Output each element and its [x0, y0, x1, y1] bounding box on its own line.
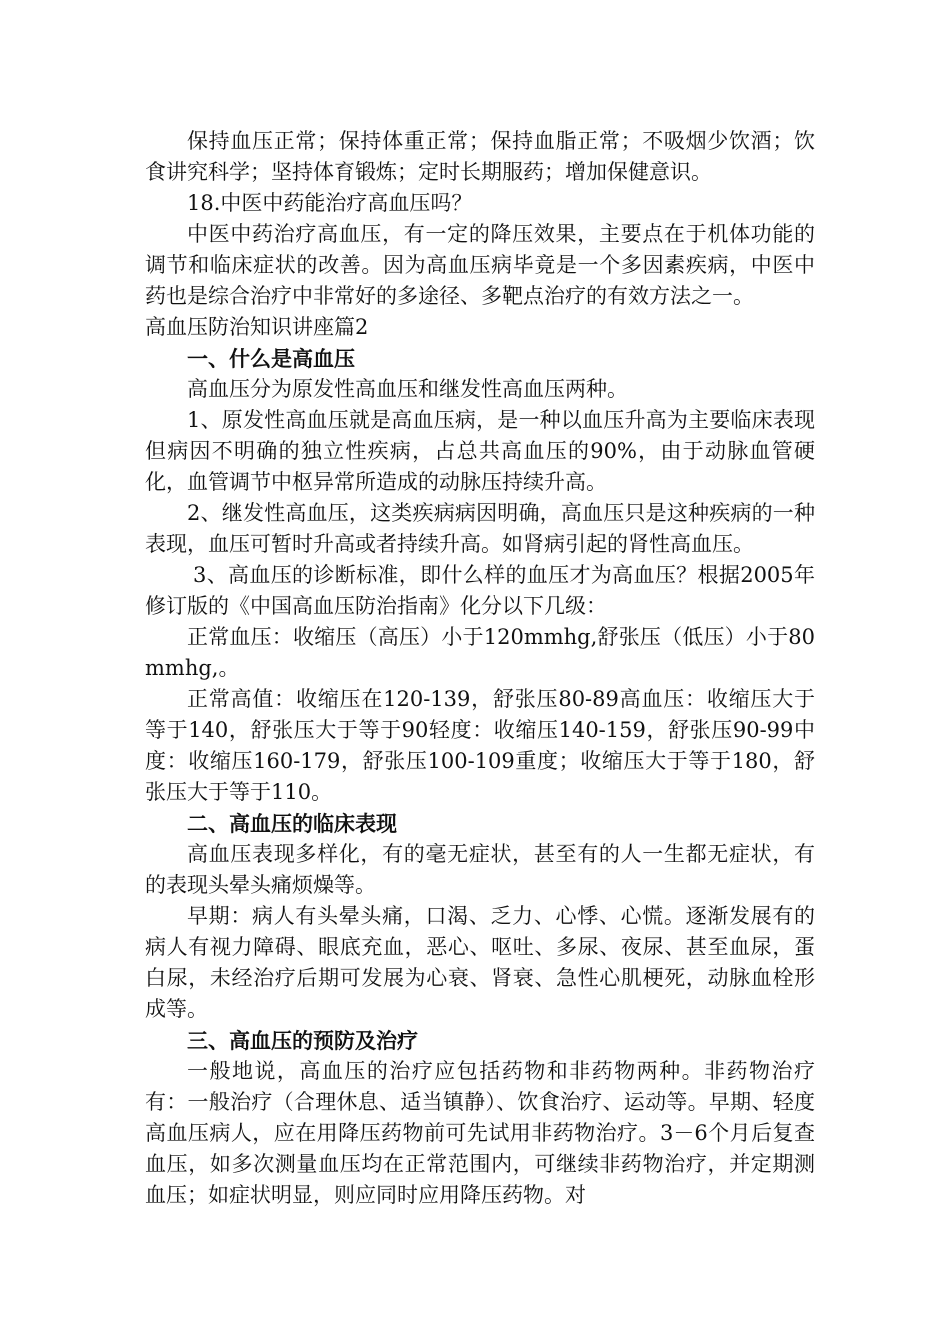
paragraph-primary-hypertension: 1、原发性高血压就是高血压病，是一种以血压升高为主要临床表现但病因不明确的独立性疾病，占总共高血压的90%，由于动脉血管硬化，血管调节中枢异常所造成的动脉压持续升高。 [145, 408, 815, 494]
chapter-title: 高血压防治知识讲座篇2 [145, 315, 369, 339]
paragraph-diagnostic-criteria: 3、高血压的诊断标准，即什么样的血压才为高血压？根据2005年修订版的《中国高血压防治指南》化分以下几级： [145, 563, 815, 618]
section-heading-prevention: 三、高血压的预防及治疗 [187, 1028, 418, 1053]
paragraph-secondary-hypertension: 2、继发性高血压，这类疾病病因明确，高血压只是这种疾病的一种表现，血压可暂时升高或者持续升高。如肾病引起的肾性高血压。 [145, 501, 815, 556]
question-tcm-treatment: 18.中医中药能治疗高血压吗？ [187, 191, 473, 215]
paragraph-bp-grades: 正常高值：收缩压在120-139，舒张压80-89高血压：收缩压大于等于140，舒张压大于等于90轻度：收缩压140-159，舒张压90-99中度：收缩压160-179，舒张压100-109重度；收缩压大于等于180，舒张压大于等于110。 [145, 687, 815, 804]
document-body [145, 126, 815, 1211]
section-heading-symptoms: 二、高血压的临床表现 [187, 811, 397, 836]
paragraph-tcm-answer: 中医中药治疗高血压，有一定的降压效果，主要点在于机体功能的调节和临床症状的改善。因为高血压病毕竟是一个多因素疾病，中医中药也是综合治疗中非常好的多途径、多靶点治疗的有效方法之一。 [145, 222, 815, 308]
paragraph-treatment: 一般地说，高血压的治疗应包括药物和非药物两种。非药物治疗有：一般治疗（合理休息、适当镇静）、饮食治疗、运动等。早期、轻度高血压病人，应在用降压药物前可先试用非药物治疗。3－6个月后复查血压，如多次测量血压均在正常范围内，可继续非药物治疗，并定期测血压；如症状明显，则应同时应用降压药物。对 [145, 1059, 815, 1207]
section-heading-definition: 一、什么是高血压 [187, 346, 355, 371]
paragraph-symptom-variety: 高血压表现多样化，有的毫无症状，甚至有的人一生都无症状，有的表现头晕头痛烦燥等。 [145, 842, 815, 897]
paragraph-early-symptoms: 早期：病人有头晕头痛，口渴、乏力、心悸、心慌。逐渐发展有的病人有视力障碍、眼底充血，恶心、呕吐、多尿、夜尿、甚至血尿，蛋白尿，未经治疗后期可发展为心衰、肾衰、急性心肌梗死，动脉血栓形成等。 [145, 904, 815, 1021]
paragraph-health-habits: 保持血压正常；保持体重正常；保持血脂正常；不吸烟少饮酒；饮食讲究科学；坚持体育锻炼；定时长期服药；增加保健意识。 [145, 129, 815, 184]
paragraph-hypertension-types: 高血压分为原发性高血压和继发性高血压两种。 [187, 377, 628, 401]
paragraph-normal-bp: 正常血压：收缩压（高压）小于120mmhg,舒张压（低压）小于80mmhg,。 [145, 625, 815, 680]
